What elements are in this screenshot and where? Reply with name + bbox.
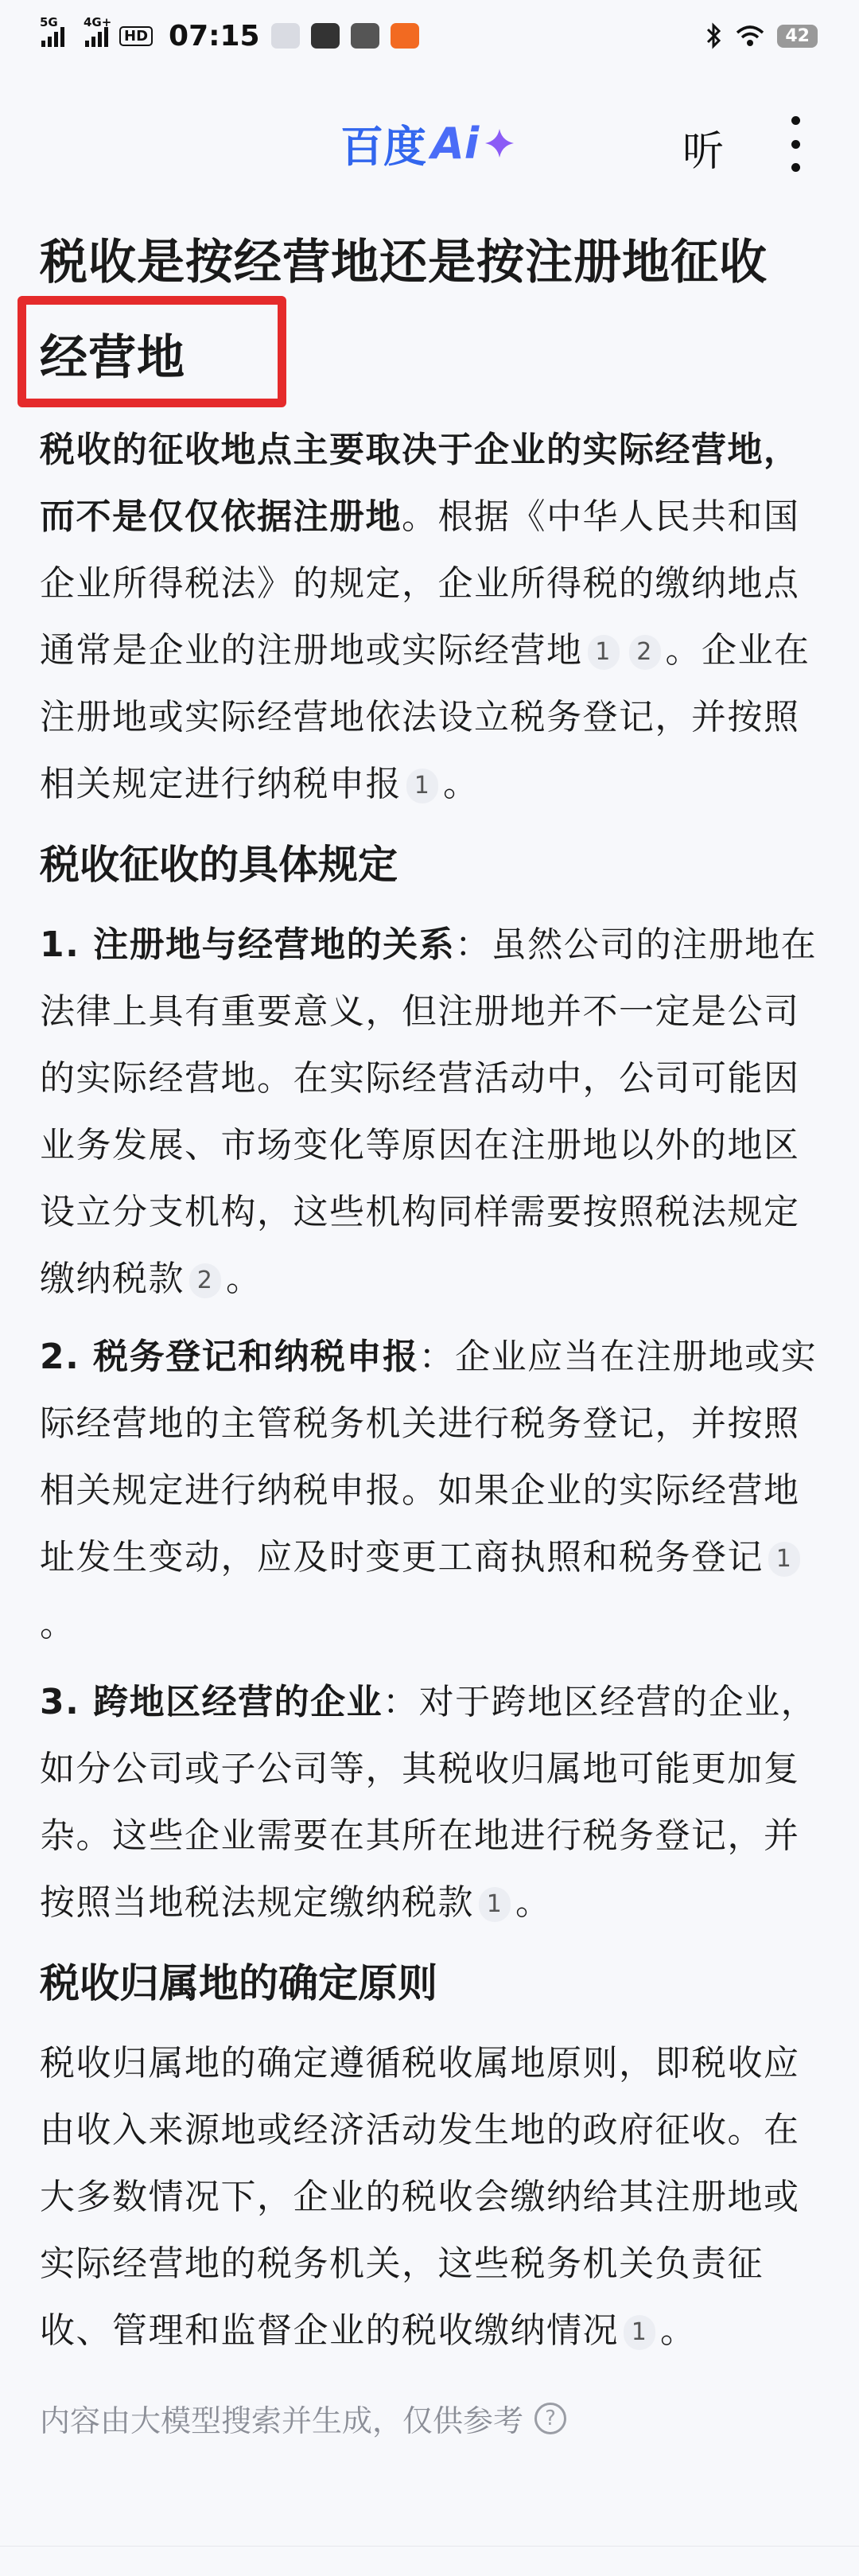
status-left [40,15,419,53]
listen-button[interactable]: 听 [682,128,725,176]
item-number: 3. [40,1682,94,1722]
intro-paragraph [40,417,823,818]
section-paragraph [40,2030,823,2364]
citation-badge[interactable]: 1 [406,769,438,804]
citation-badge[interactable]: 1 [588,635,620,670]
list-item [40,1669,823,1936]
item-text: ：企业应当在注册地或实际经营地的主管税务机关进行税务登记，并按照相关规定进行纳税申报。如果企业的实际经营地址发生变动，应及时变更工商执照和税务登记 [40,1337,818,1578]
network-type-1: 5G [40,15,58,29]
signal-4g-icon [84,15,112,47]
status-right [705,22,818,49]
status-time: 07:15 [169,19,260,53]
battery-level: 42 [777,25,818,48]
bottom-bar [0,2546,859,2576]
item-end: 。 [515,1882,552,1923]
disclaimer-text: 内容由大模型搜索并生成，仅供参考 [40,2403,524,2438]
page-title [40,215,823,406]
bluetooth-icon [705,22,723,49]
intro-end: 。 [443,764,480,804]
item-bold: 税务登记和纳税申报 [93,1337,419,1377]
app-header [0,103,859,183]
item-text: ：对于跨地区经营的企业，如分公司或子公司等，其税收归属地可能更加复杂。这些企业需要在其所在地进行税务登记，并按照当地税法规定缴纳税款 [40,1682,818,1923]
help-icon[interactable]: ? [534,2403,566,2434]
intro-bold: 税收的征收地点主要取决于企业的实际经营地，而不是仅仅依据注册地 [40,430,800,537]
answer-content [40,215,823,2440]
citation-badge[interactable]: 2 [629,635,661,670]
wifi-icon [734,23,766,49]
item-number: 1. [40,924,94,965]
hd-voice-icon: HD [119,26,153,46]
item-bold: 注册地与经营地的关系 [93,924,456,965]
baidu-ai-logo [340,118,515,172]
app-notification-icon [311,23,340,49]
item-text: ：虽然公司的注册地在法律上具有重要意义，但注册地并不一定是公司的实际经营地。在实际经营活动中，公司可能因业务发展、市场变化等原因在注册地以外的地区设立分支机构，这些机构同样需要按照税法规定缴纳税款 [40,924,818,1299]
citation-badge[interactable]: 1 [624,2315,655,2350]
section-heading: 税收征收的具体规定 [40,842,398,888]
more-options-icon[interactable] [787,116,803,172]
status-bar [0,0,859,72]
item-end: 。 [40,1604,76,1644]
logo-text: 百度 [340,121,426,172]
section-heading: 税收归属地的确定原则 [40,1960,437,2006]
item-bold: 跨地区经营的企业 [93,1682,383,1722]
section-text: 税收归属地的确定遵循税收属地原则，即税收应由收入来源地或经济活动发生地的政府征收。在大多数情况下，企业的税收会缴纳给其注册地或实际经营地的税务机关，这些税务机关负责征收、管理和监督企业的税收缴纳情况 [40,2043,800,2351]
title-question: 税收是按经营地还是按注册地征收 [40,235,768,290]
intro-text: 。企业在注册地或实际经营地依法设立税务登记，并按照相关规定进行纳税申报 [40,630,810,804]
list-item [40,1324,823,1658]
section-end: 。 [660,2310,697,2351]
intro-text: 。根据《中华人民共和国企业所得税法》的规定，企业所得税的缴纳地点通常是企业的注册地或实际经营地 [40,496,800,671]
item-number: 2. [40,1337,94,1377]
app-notification-icon [351,23,379,49]
network-type-2: 4G+ [84,15,112,29]
app-notification-icon [271,23,300,49]
title-answer: 经营地 [40,330,185,386]
app-notification-icon [391,23,419,49]
logo-ai-text: Ai [431,118,480,169]
citation-badge[interactable]: 1 [479,1887,511,1922]
sparkle-icon [484,127,515,159]
signal-5g-icon [40,15,64,47]
list-item [40,912,823,1313]
item-end: 。 [226,1259,262,1299]
disclaimer [40,2396,823,2440]
citation-badge[interactable]: 2 [189,1263,221,1298]
citation-badge[interactable]: 1 [768,1542,800,1577]
